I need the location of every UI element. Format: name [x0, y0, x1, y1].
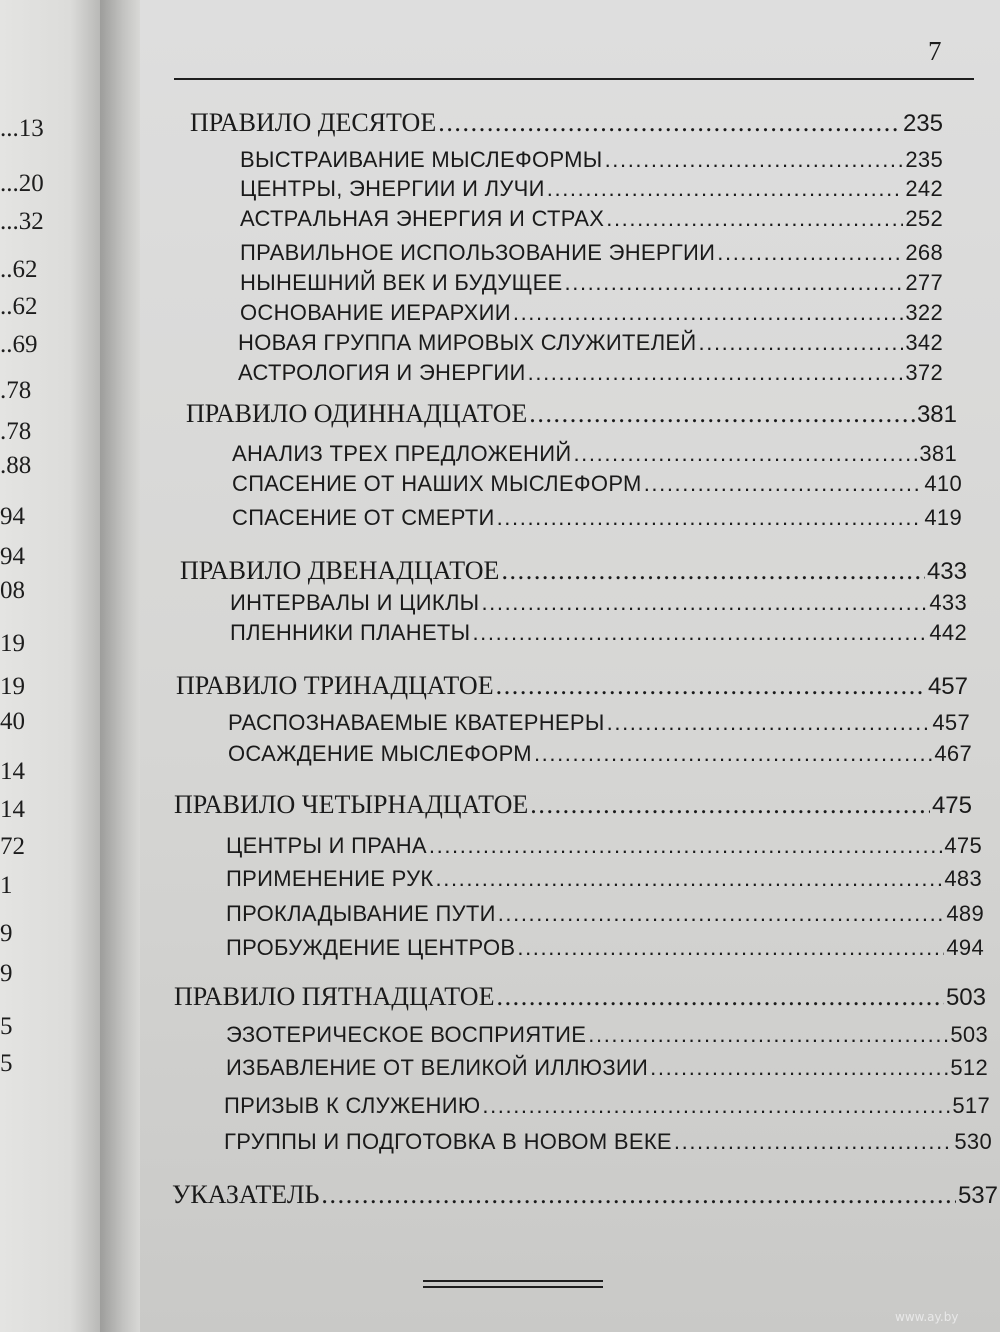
toc-chapter-row	[186, 399, 957, 433]
toc-entry-title: ПРИМЕНЕНИЕ РУК	[226, 866, 434, 891]
toc-section-row	[226, 866, 982, 900]
toc-leader-dots	[528, 360, 904, 386]
watermark: www.ay.by	[895, 1310, 959, 1324]
toc-entry-title: ПРАВИЛО ОДИННАДЦАТОЕ	[186, 399, 528, 428]
toc-entry-title: ИЗБАВЛЕНИЕ ОТ ВЕЛИКОЙ ИЛЛЮЗИИ	[226, 1055, 649, 1080]
toc-section-row	[238, 330, 943, 364]
previous-page-number: 14	[0, 758, 25, 785]
toc-entry-page: 419	[924, 505, 962, 530]
toc-entry-page: 457	[932, 710, 970, 735]
toc-section-row	[226, 901, 984, 935]
toc-entry-page: 433	[926, 558, 967, 585]
toc-entry-title: ПРАВИЛО ДЕСЯТОЕ	[190, 108, 437, 137]
toc-leader-dots	[496, 671, 926, 701]
toc-leader-dots	[606, 206, 903, 232]
previous-page-number: 9	[0, 920, 13, 947]
toc-section-row	[230, 590, 967, 624]
toc-section-row	[238, 360, 943, 394]
previous-page-number: ...13	[0, 115, 44, 142]
toc-entry-page: 467	[934, 741, 972, 766]
toc-entry-page: 489	[946, 901, 984, 926]
toc-leader-dots	[717, 240, 903, 266]
toc-leader-dots	[482, 1093, 950, 1119]
previous-page-number: 19	[0, 673, 25, 700]
previous-page-number: 5	[0, 1013, 13, 1040]
previous-page-number: .88	[0, 452, 32, 479]
toc-entry-title: УКАЗАТЕЛЬ	[172, 1180, 320, 1209]
previous-page-number: .78	[0, 418, 32, 445]
toc-entry-page: 235	[902, 110, 943, 137]
toc-leader-dots	[497, 505, 923, 531]
toc-entry-page: 503	[945, 984, 986, 1011]
toc-section-row	[224, 1093, 990, 1127]
toc-leader-dots	[501, 556, 925, 586]
toc-entry-page: 442	[929, 620, 967, 645]
toc-chapter-row	[176, 671, 968, 705]
toc-section-row	[240, 176, 943, 210]
toc-leader-dots	[472, 620, 927, 646]
toc-entry-title: АСТРАЛЬНАЯ ЭНЕРГИЯ И СТРАХ	[240, 206, 605, 231]
end-rule-top	[423, 1280, 603, 1282]
toc-entry-title: ОСНОВАНИЕ ИЕРАРХИИ	[240, 300, 511, 325]
toc-leader-dots	[513, 300, 904, 326]
previous-page-number: ...32	[0, 208, 44, 235]
toc-chapter-row	[190, 108, 943, 142]
toc-leader-dots	[644, 471, 923, 497]
toc-leader-dots	[429, 833, 942, 859]
previous-page-number: ...20	[0, 170, 44, 197]
toc-section-row	[228, 741, 972, 775]
previous-page-number: ..62	[0, 293, 38, 320]
toc-entry-title: ОСАЖДЕНИЕ МЫСЛЕФОРМ	[228, 741, 532, 766]
toc-entry-page: 277	[905, 270, 943, 295]
end-rule-bottom	[423, 1286, 603, 1288]
toc-section-row	[226, 1055, 988, 1089]
toc-section-row	[224, 1129, 992, 1163]
toc-section-row	[232, 505, 962, 539]
toc-entry-title: СПАСЕНИЕ ОТ СМЕРТИ	[232, 505, 495, 530]
toc-entry-page: 242	[905, 176, 943, 201]
toc-entry-page: 494	[946, 935, 984, 960]
toc-section-row	[232, 471, 962, 505]
toc-section-row	[240, 206, 943, 240]
toc-entry-title: НОВАЯ ГРУППА МИРОВЫХ СЛУЖИТЕЛЕЙ	[238, 330, 697, 355]
toc-chapter-row	[172, 1180, 998, 1214]
toc-leader-dots	[565, 270, 904, 296]
previous-page-number: 14	[0, 796, 25, 823]
toc-entry-title: ЦЕНТРЫ, ЭНЕРГИИ И ЛУЧИ	[240, 176, 545, 201]
toc-entry-title: РАСПОЗНАВАЕМЫЕ КВАТЕРНЕРЫ	[228, 710, 605, 735]
toc-leader-dots	[529, 399, 915, 429]
toc-section-row	[228, 710, 970, 744]
toc-leader-dots	[534, 741, 932, 767]
toc-entry-title: СПАСЕНИЕ ОТ НАШИХ МЫСЛЕФОРМ	[232, 471, 642, 496]
toc-entry-page: 457	[927, 673, 968, 700]
toc-section-row	[232, 441, 957, 475]
toc-entry-page: 483	[944, 866, 982, 891]
toc-entry-title: ПРИЗЫВ К СЛУЖЕНИЮ	[224, 1093, 481, 1118]
toc-section-row	[240, 300, 943, 334]
toc-leader-dots	[588, 1022, 948, 1048]
toc-entry-page: 503	[950, 1022, 988, 1047]
previous-page-number: 94	[0, 503, 25, 530]
toc-chapter-row	[174, 790, 972, 824]
previous-page-number: 19	[0, 630, 25, 657]
toc-entry-title: ПЛЕННИКИ ПЛАНЕТЫ	[230, 620, 471, 645]
toc-leader-dots	[481, 590, 927, 616]
toc-leader-dots	[517, 935, 944, 961]
toc-entry-title: ПРОБУЖДЕНИЕ ЦЕНТРОВ	[226, 935, 516, 960]
toc-leader-dots	[496, 982, 943, 1012]
toc-entry-page: 268	[905, 240, 943, 265]
toc-leader-dots	[321, 1180, 956, 1210]
toc-entry-page: 475	[944, 833, 982, 858]
previous-page-number: 40	[0, 708, 25, 735]
toc-entry-page: 512	[950, 1055, 988, 1080]
toc-leader-dots	[674, 1129, 952, 1155]
previous-page-number: 5	[0, 1050, 13, 1077]
toc-entry-title: АСТРОЛОГИЯ И ЭНЕРГИИ	[238, 360, 526, 385]
toc-section-row	[240, 270, 943, 304]
previous-page-number: ..69	[0, 331, 38, 358]
toc-entry-page: 372	[905, 360, 943, 385]
page-number: 7	[928, 36, 942, 66]
toc-entry-page: 381	[919, 441, 957, 466]
toc-entry-title: НЫНЕШНИЙ ВЕК И БУДУЩЕЕ	[240, 270, 563, 295]
toc-entry-title: ИНТЕРВАЛЫ И ЦИКЛЫ	[230, 590, 480, 615]
toc-leader-dots	[573, 441, 917, 467]
previous-page-number: 94	[0, 543, 25, 570]
toc-leader-dots	[699, 330, 904, 356]
toc-section-row	[226, 1022, 988, 1056]
toc-entry-title: ПРАВИЛЬНОЕ ИСПОЛЬЗОВАНИЕ ЭНЕРГИИ	[240, 240, 716, 265]
toc-leader-dots	[498, 901, 945, 927]
toc-leader-dots	[436, 866, 943, 892]
toc-entry-title: ЭЗОТЕРИЧЕСКОЕ ВОСПРИЯТИЕ	[226, 1022, 587, 1047]
toc-entry-title: ПРОКЛАДЫВАНИЕ ПУТИ	[226, 901, 496, 926]
toc-entry-title: ПРАВИЛО ЧЕТЫРНАДЦАТОЕ	[174, 790, 529, 819]
toc-entry-page: 252	[905, 206, 943, 231]
toc-entry-page: 381	[916, 401, 957, 428]
toc-entry-title: ПРАВИЛО ПЯТНАДЦАТОЕ	[174, 982, 495, 1011]
toc-entry-title: ГРУППЫ И ПОДГОТОВКА В НОВОМ ВЕКЕ	[224, 1129, 672, 1154]
toc-entry-page: 433	[929, 590, 967, 615]
previous-page-number: 08	[0, 577, 25, 604]
toc-leader-dots	[650, 1055, 948, 1081]
toc-entry-page: 530	[954, 1129, 992, 1154]
toc-entry-title: ВЫСТРАИВАНИЕ МЫСЛЕФОРМЫ	[240, 147, 603, 172]
toc-leader-dots	[438, 108, 901, 138]
toc-leader-dots	[607, 710, 931, 736]
toc-section-row	[230, 620, 967, 654]
previous-page-number: 1	[0, 872, 13, 899]
toc-chapter-row	[174, 982, 986, 1016]
previous-page-number: 72	[0, 833, 25, 860]
toc-entry-page: 410	[924, 471, 962, 496]
toc-leader-dots	[530, 790, 930, 820]
toc-section-row	[226, 833, 982, 867]
previous-page-number: ..62	[0, 256, 38, 283]
previous-page-number: .78	[0, 377, 32, 404]
toc-entry-page: 517	[952, 1093, 990, 1118]
toc-section-row	[240, 240, 943, 274]
toc-leader-dots	[605, 147, 904, 173]
toc-entry-page: 235	[905, 147, 943, 172]
toc-entry-title: ПРАВИЛО ДВЕНАДЦАТОЕ	[180, 556, 500, 585]
toc-entry-page: 537	[957, 1182, 998, 1209]
toc-chapter-row	[180, 556, 967, 590]
toc-entry-page: 475	[931, 792, 972, 819]
toc-entry-page: 342	[905, 330, 943, 355]
toc-leader-dots	[547, 176, 904, 202]
toc-entry-page: 322	[905, 300, 943, 325]
toc-section-row	[226, 935, 984, 969]
toc-entry-title: АНАЛИЗ ТРЕХ ПРЕДЛОЖЕНИЙ	[232, 441, 572, 466]
toc-entry-title: ЦЕНТРЫ И ПРАНА	[226, 833, 427, 858]
previous-page-number: 9	[0, 960, 13, 987]
toc-entry-title: ПРАВИЛО ТРИНАДЦАТОЕ	[176, 671, 494, 700]
